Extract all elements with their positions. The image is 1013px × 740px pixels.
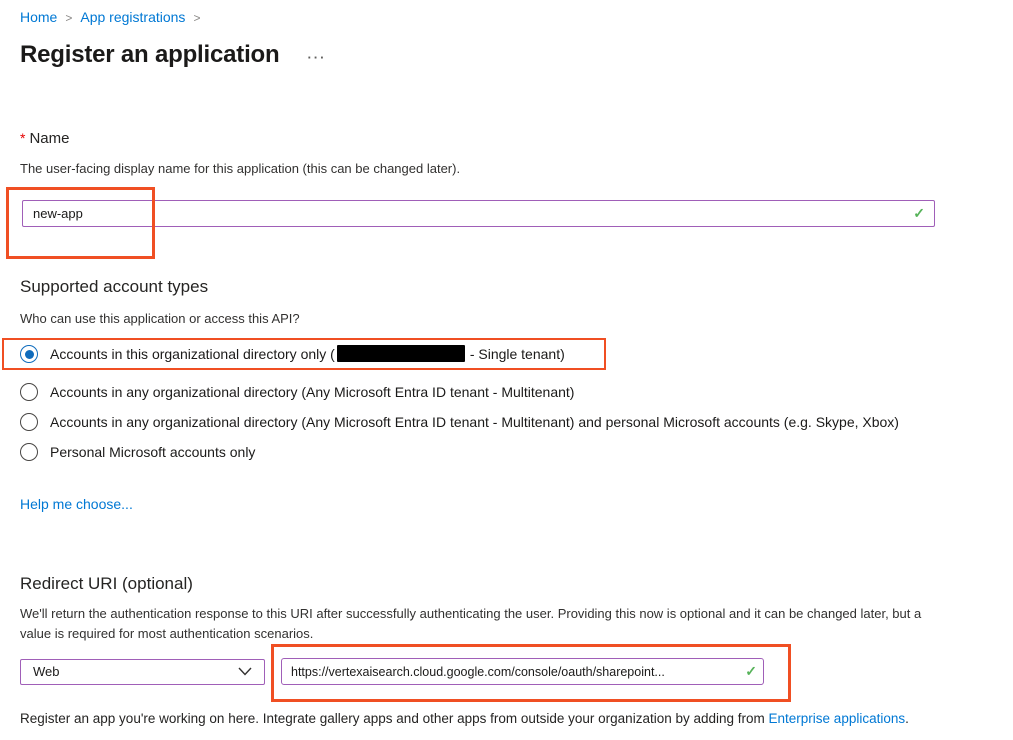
account-types-question: Who can use this application or access this API? [20,311,300,326]
redirect-uri-input-wrapper [281,658,764,685]
account-type-radio-group [20,344,1013,462]
chevron-right-icon: > [193,11,201,25]
radio-option-label: Accounts in any organizational directory (Any Microsoft Entra ID tenant - Multitenant) [50,384,575,400]
checkmark-icon: ✓ [913,205,925,221]
radio-option-personal-only[interactable] [20,442,1013,462]
radio-option-multitenant-personal[interactable] [20,412,1013,432]
supported-account-types-heading: Supported account types [20,277,209,296]
name-field-label: * Name [20,130,70,147]
name-input-wrapper [22,200,935,227]
radio-option-label: Personal Microsoft accounts only [50,444,256,460]
breadcrumb-link-app-registrations[interactable]: App registrations [80,9,186,25]
breadcrumb [20,8,1013,28]
chevron-down-icon [238,667,252,676]
page-title: Register an application [20,41,280,68]
more-options-icon[interactable]: ··· [307,50,327,65]
redirect-uri-input[interactable] [281,658,764,685]
redacted-tenant-name [337,345,465,362]
name-field-description: The user-facing display name for this application (this can be changed later). [20,161,461,176]
footer-note: Register an app you're working on here. Integrate gallery apps and other apps from outside your organization by adding from Enterprise applications. [20,711,909,726]
radio-option-multitenant[interactable] [20,382,1013,402]
help-me-choose-link[interactable]: Help me choose... [20,496,133,512]
chevron-right-icon: > [65,11,73,25]
radio-unselected-icon[interactable] [20,443,38,461]
redirect-uri-heading: Redirect URI (optional) [20,574,193,593]
platform-select-dropdown[interactable] [20,659,265,685]
name-input[interactable] [22,200,935,227]
redirect-uri-description: We'll return the authentication response to this URI after successfully authenticating the user. Providing this now is optional and it can be changed later, but a value is required for most authentication scenarios. [20,606,922,641]
checkmark-icon: ✓ [745,663,757,679]
radio-unselected-icon[interactable] [20,383,38,401]
redirect-uri-row [20,658,1013,685]
radio-option-label: Accounts in any organizational directory (Any Microsoft Entra ID tenant - Multitenant) and personal Microsoft accounts (e.g. Skype, Xbox) [50,414,899,430]
radio-unselected-icon[interactable] [20,413,38,431]
enterprise-applications-link[interactable]: Enterprise applications [768,711,906,726]
title-row [20,41,1013,69]
radio-option-single-tenant[interactable] [20,344,1013,364]
required-asterisk: * [20,130,26,146]
breadcrumb-link-home[interactable]: Home [20,9,58,25]
radio-option-label: Accounts in this organizational directory only ( - Single tenant) [50,346,565,362]
platform-select-value: Web [33,664,60,679]
radio-selected-icon[interactable] [20,345,38,363]
